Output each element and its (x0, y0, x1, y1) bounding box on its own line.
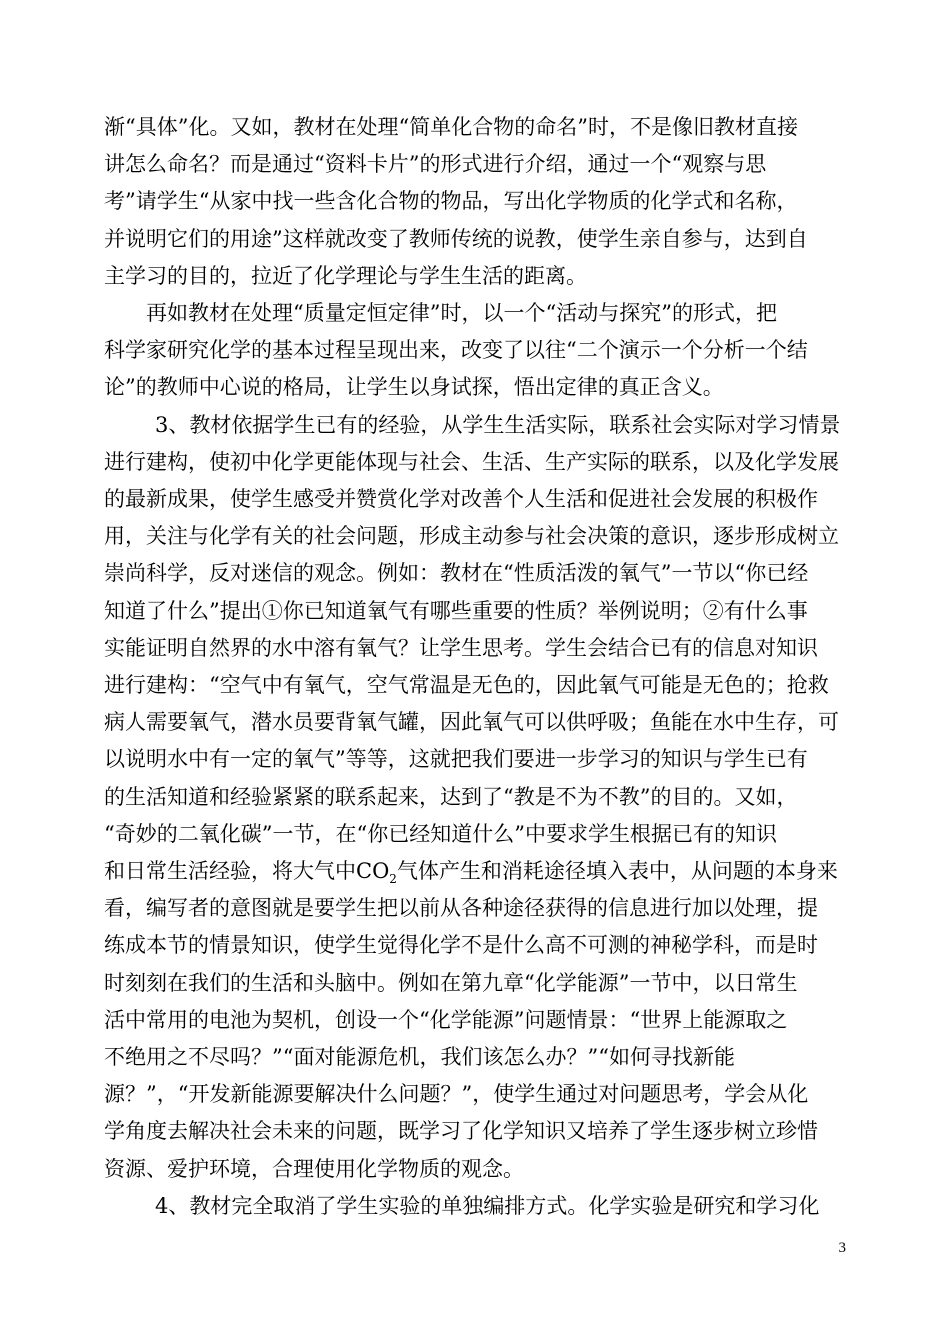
paragraph-line: 以说明水中有一定的氧气”等等，这就把我们要进一步学习的知识与学生已有 (104, 747, 808, 771)
paragraph-line: 考”请学生“从家中找一些含化合物的物品，写出化学物质的化学式和名称， (104, 189, 798, 213)
text-segment: 和日常生活经验，将大气中CO (104, 859, 390, 883)
text-segment: 气体产生和消耗途径填入表中，从问题的本身来 (396, 859, 838, 883)
paragraph-line: 实能证明自然界的水中溶有氧气？让学生思考。学生会结合已有的信息对知识 (104, 636, 818, 660)
paragraph-line: 讲怎么命名？而是通过“资料卡片”的形式进行介绍，通过一个“观察与思 (104, 152, 767, 176)
paragraph-line: 病人需要氧气，潜水员要背氧气罐，因此氧气可以供呼吸；鱼能在水中生存，可 (104, 710, 839, 734)
paragraph-line-co2 (104, 856, 846, 888)
paragraph-line: 进行建构：“空气中有氧气，空气常温是无色的，因此氧气可能是无色的；抢救 (104, 673, 829, 697)
paragraph-line: 资源、爱护环境，合理使用化学物质的观念。 (104, 1157, 524, 1181)
paragraph-line: 4、教材完全取消了学生实验的单独编排方式。化学实验是研究和学习化 (155, 1194, 820, 1218)
paragraph-line: 渐“具体”化。又如，教材在处理“简单化合物的命名”时，不是像旧教材直接 (104, 115, 798, 139)
paragraph-line: “奇妙的二氧化碳”一节，在“你已经知道什么”中要求学生根据已有的知识 (104, 822, 777, 846)
paragraph-line: 进行建构，使初中化学更能体现与社会、生活、生产实际的联系，以及化学发展 (104, 450, 839, 474)
co2-subscript: 2 (389, 872, 397, 887)
page-number: 3 (838, 1240, 846, 1256)
paragraph-line: 知道了什么”提出①你已知道氧气有哪些重要的性质？举例说明；②有什么事 (104, 599, 808, 623)
paragraph-line: 学角度去解决社会未来的问题，既学习了化学知识又培养了学生逐步树立珍惜 (104, 1119, 818, 1143)
paragraph-line: 活中常用的电池为契机，创设一个“化学能源”问题情景：“世界上能源取之 (104, 1008, 788, 1032)
paragraph-line: 用，关注与化学有关的社会问题，形成主动参与社会决策的意识，逐步形成树立 (104, 524, 839, 548)
paragraph-line: 主学习的目的，拉近了化学理论与学生生活的距离。 (104, 264, 587, 288)
paragraph-line: 时刻刻在我们的生活和头脑中。例如在第九章“化学能源”一节中，以日常生 (104, 971, 798, 995)
paragraph-line: 源？”，“开发新能源要解决什么问题？”，使学生通过对问题思考，学会从化 (104, 1082, 809, 1106)
paragraph-line: 并说明它们的用途”这样就改变了教师传统的说教，使学生亲自参与，达到自 (104, 227, 808, 251)
paragraph-line: 看，编写者的意图就是要学生把以前从各种途径获得的信息进行加以处理，提 (104, 896, 818, 920)
paragraph-line: 3、教材依据学生已有的经验，从学生生活实际，联系社会实际对学习情景 (155, 413, 841, 437)
paragraph-line: 科学家研究化学的基本过程呈现出来，改变了以往“二个演示一个分析一个结 (104, 338, 808, 362)
paragraph-line: 崇尚科学，反对迷信的观念。例如：教材在“性质活泼的氧气”一节以“你已经 (104, 561, 809, 585)
paragraph-line: 论”的教师中心说的格局，让学生以身试探，悟出定律的真正含义。 (104, 375, 724, 399)
paragraph-line: 练成本节的情景知识，使学生觉得化学不是什么高不可测的神秘学科，而是时 (104, 933, 818, 957)
paragraph-line: 不绝用之不尽吗？”“面对能源危机，我们该怎么办？”“如何寻找新能 (104, 1045, 735, 1069)
paragraph-line: 再如教材在处理“质量定恒定律”时，以一个“活动与探究”的形式，把 (146, 301, 777, 325)
paragraph-line: 的最新成果，使学生感受并赞赏化学对改善个人生活和促进社会发展的积极作 (104, 487, 818, 511)
paragraph-line: 的生活知道和经验紧紧的联系起来，达到了“教是不为不教”的目的。又如， (104, 785, 798, 809)
